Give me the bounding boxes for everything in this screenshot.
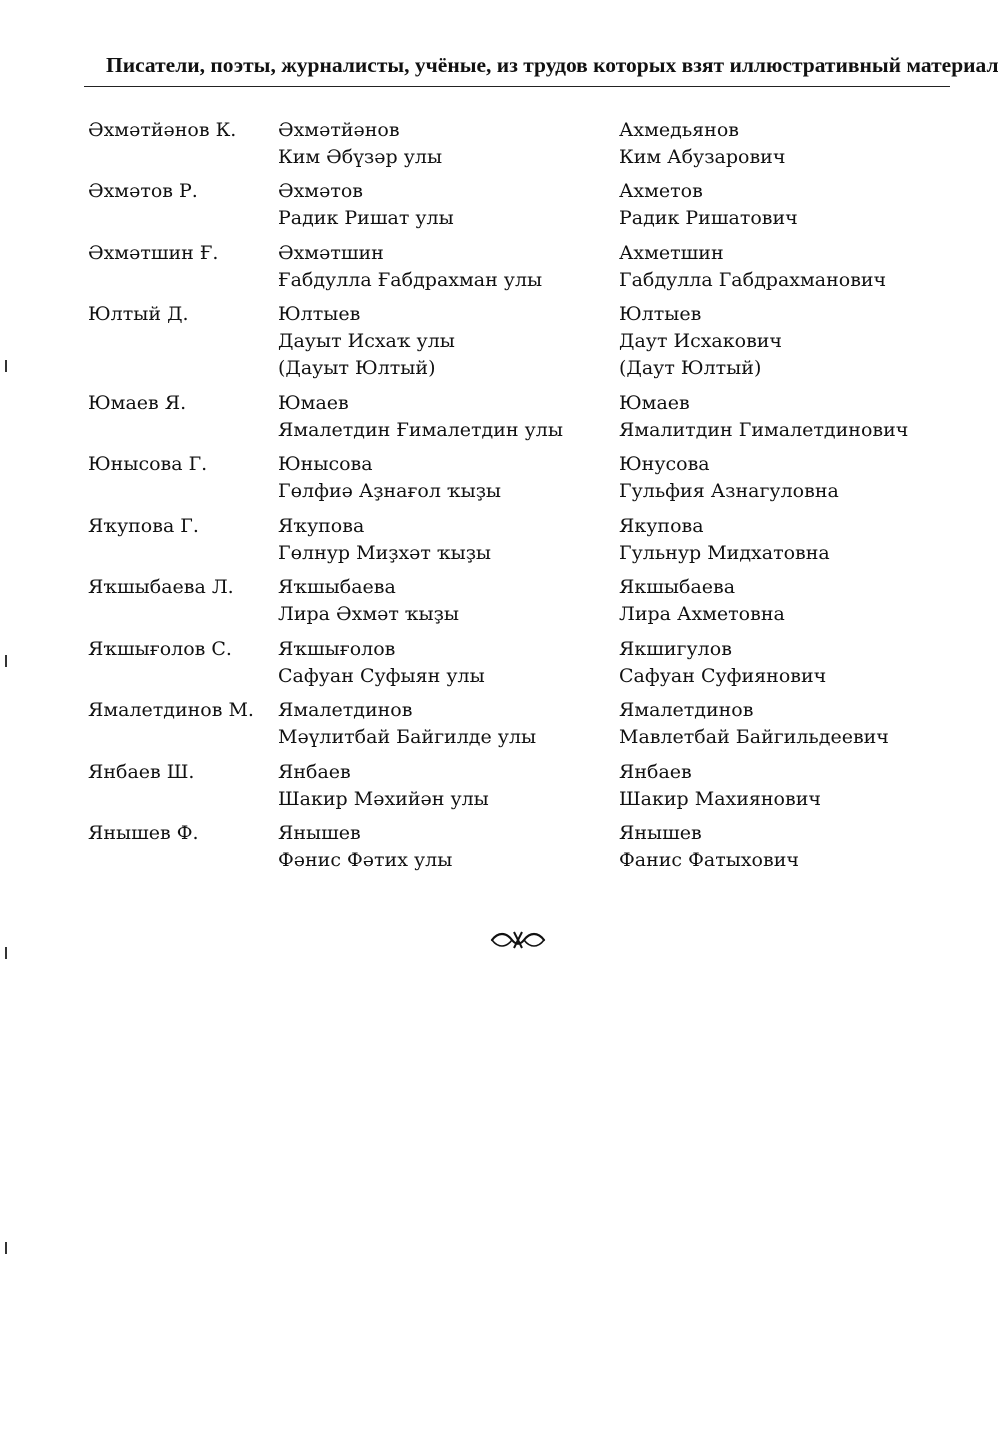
short-name: Яҡупова Г. (88, 515, 199, 537)
scan-margin-mark (5, 360, 7, 372)
bashkir-given-name: Фәнис Фәтих улы (278, 849, 453, 871)
bashkir-given-name: Сафуан Суфыян улы (278, 665, 485, 687)
russian-surname: Якупова (619, 515, 704, 537)
short-name: Янбаев Ш. (88, 761, 195, 783)
bashkir-surname: Әхмәтйәнов (278, 119, 400, 141)
bashkir-given-name: Ямалетдин Ғималетдин улы (278, 419, 563, 441)
bashkir-surname: Яҡупова (278, 515, 365, 537)
bashkir-given-name: Ким Әбүзәр улы (278, 146, 443, 168)
bashkir-given-name: Лира Әхмәт ҡыҙы (278, 603, 459, 625)
page-header (84, 50, 999, 87)
bashkir-surname: Юлтыев (278, 303, 361, 325)
bashkir-surname: Әхмәтов (278, 180, 363, 202)
bashkir-surname: Ямалетдинов (278, 699, 413, 721)
bashkir-given-name: Дауыт Исхаҡ улы (278, 330, 455, 352)
russian-surname: Ахметов (619, 180, 703, 202)
russian-given-name: Сафуан Суфиянович (619, 665, 827, 687)
russian-given-name: Гульнур Мидхатовна (619, 542, 830, 564)
short-name: Әхмәтшин Ғ. (88, 242, 219, 264)
russian-given-name: Лира Ахметовна (619, 603, 785, 625)
bashkir-pen-name: (Дауыт Юлтый) (278, 357, 436, 379)
list-item (0, 820, 1000, 880)
list-item (0, 390, 1000, 450)
russian-surname: Янышев (619, 822, 702, 844)
short-name: Юлтый Д. (88, 303, 189, 325)
russian-given-name: Ким Абузарович (619, 146, 786, 168)
russian-surname: Юлтыев (619, 303, 702, 325)
scan-margin-mark (5, 1242, 7, 1254)
scan-margin-mark (5, 655, 7, 667)
russian-pen-name: (Даут Юлтый) (619, 357, 762, 379)
russian-given-name: Мавлетбай Байгильдеевич (619, 726, 889, 748)
list-item (0, 513, 1000, 573)
russian-surname: Якшигулов (619, 638, 732, 660)
russian-surname: Юнусова (619, 453, 710, 475)
page-title: Писатели, поэты, журналисты, учёные, из трудов которых взят иллюстративный материал (106, 53, 999, 77)
decorative-ornament-icon (490, 926, 546, 954)
list-item (0, 759, 1000, 819)
short-name: Юнысова Г. (88, 453, 208, 475)
russian-given-name: Радик Ришатович (619, 207, 798, 229)
russian-surname: Ахметшин (619, 242, 724, 264)
russian-given-name: Шакир Махиянович (619, 788, 821, 810)
bashkir-given-name: Ғабдулла Ғабдрахман улы (278, 269, 543, 291)
short-name: Ямалетдинов М. (88, 699, 254, 721)
bashkir-surname: Янбаев (278, 761, 351, 783)
russian-given-name: Даут Исхакович (619, 330, 782, 352)
short-name: Әхмәтов Р. (88, 180, 198, 202)
short-name: Юмаев Я. (88, 392, 187, 414)
russian-surname: Юмаев (619, 392, 690, 414)
bashkir-given-name: Шакир Мәхийән улы (278, 788, 489, 810)
bashkir-surname: Юнысова (278, 453, 373, 475)
bashkir-surname: Яҡшыбаева (278, 576, 396, 598)
bashkir-given-name: Гөлнур Миҙхәт ҡыҙы (278, 542, 492, 564)
russian-given-name: Гульфия Азнагуловна (619, 480, 839, 502)
russian-given-name: Фанис Фатыхович (619, 849, 799, 871)
bashkir-given-name: Радик Ришат улы (278, 207, 454, 229)
russian-surname: Якшыбаева (619, 576, 736, 598)
short-name: Яҡшыбаева Л. (88, 576, 234, 598)
list-item (0, 301, 1000, 387)
bashkir-given-name: Мәүлитбай Байгилде улы (278, 726, 537, 748)
list-item (0, 178, 1000, 238)
bashkir-given-name: Гөлфиә Аҙнағол ҡыҙы (278, 480, 502, 502)
short-name: Янышев Ф. (88, 822, 199, 844)
short-name: Яҡшығолов С. (88, 638, 232, 660)
list-item (0, 117, 1000, 177)
short-name: Әхмәтйәнов К. (88, 119, 237, 141)
list-item (0, 240, 1000, 300)
scan-margin-mark (5, 947, 7, 959)
bashkir-surname: Әхмәтшин (278, 242, 384, 264)
russian-surname: Ямалетдинов (619, 699, 754, 721)
russian-given-name: Ямалитдин Гималетдинович (619, 419, 909, 441)
russian-surname: Янбаев (619, 761, 692, 783)
list-item (0, 697, 1000, 757)
russian-surname: Ахмедьянов (619, 119, 739, 141)
list-item (0, 574, 1000, 634)
list-item (0, 451, 1000, 511)
list-item (0, 636, 1000, 696)
bashkir-surname: Яҡшығолов (278, 638, 396, 660)
bashkir-surname: Янышев (278, 822, 361, 844)
russian-given-name: Габдулла Габдрахманович (619, 269, 887, 291)
bashkir-surname: Юмаев (278, 392, 349, 414)
